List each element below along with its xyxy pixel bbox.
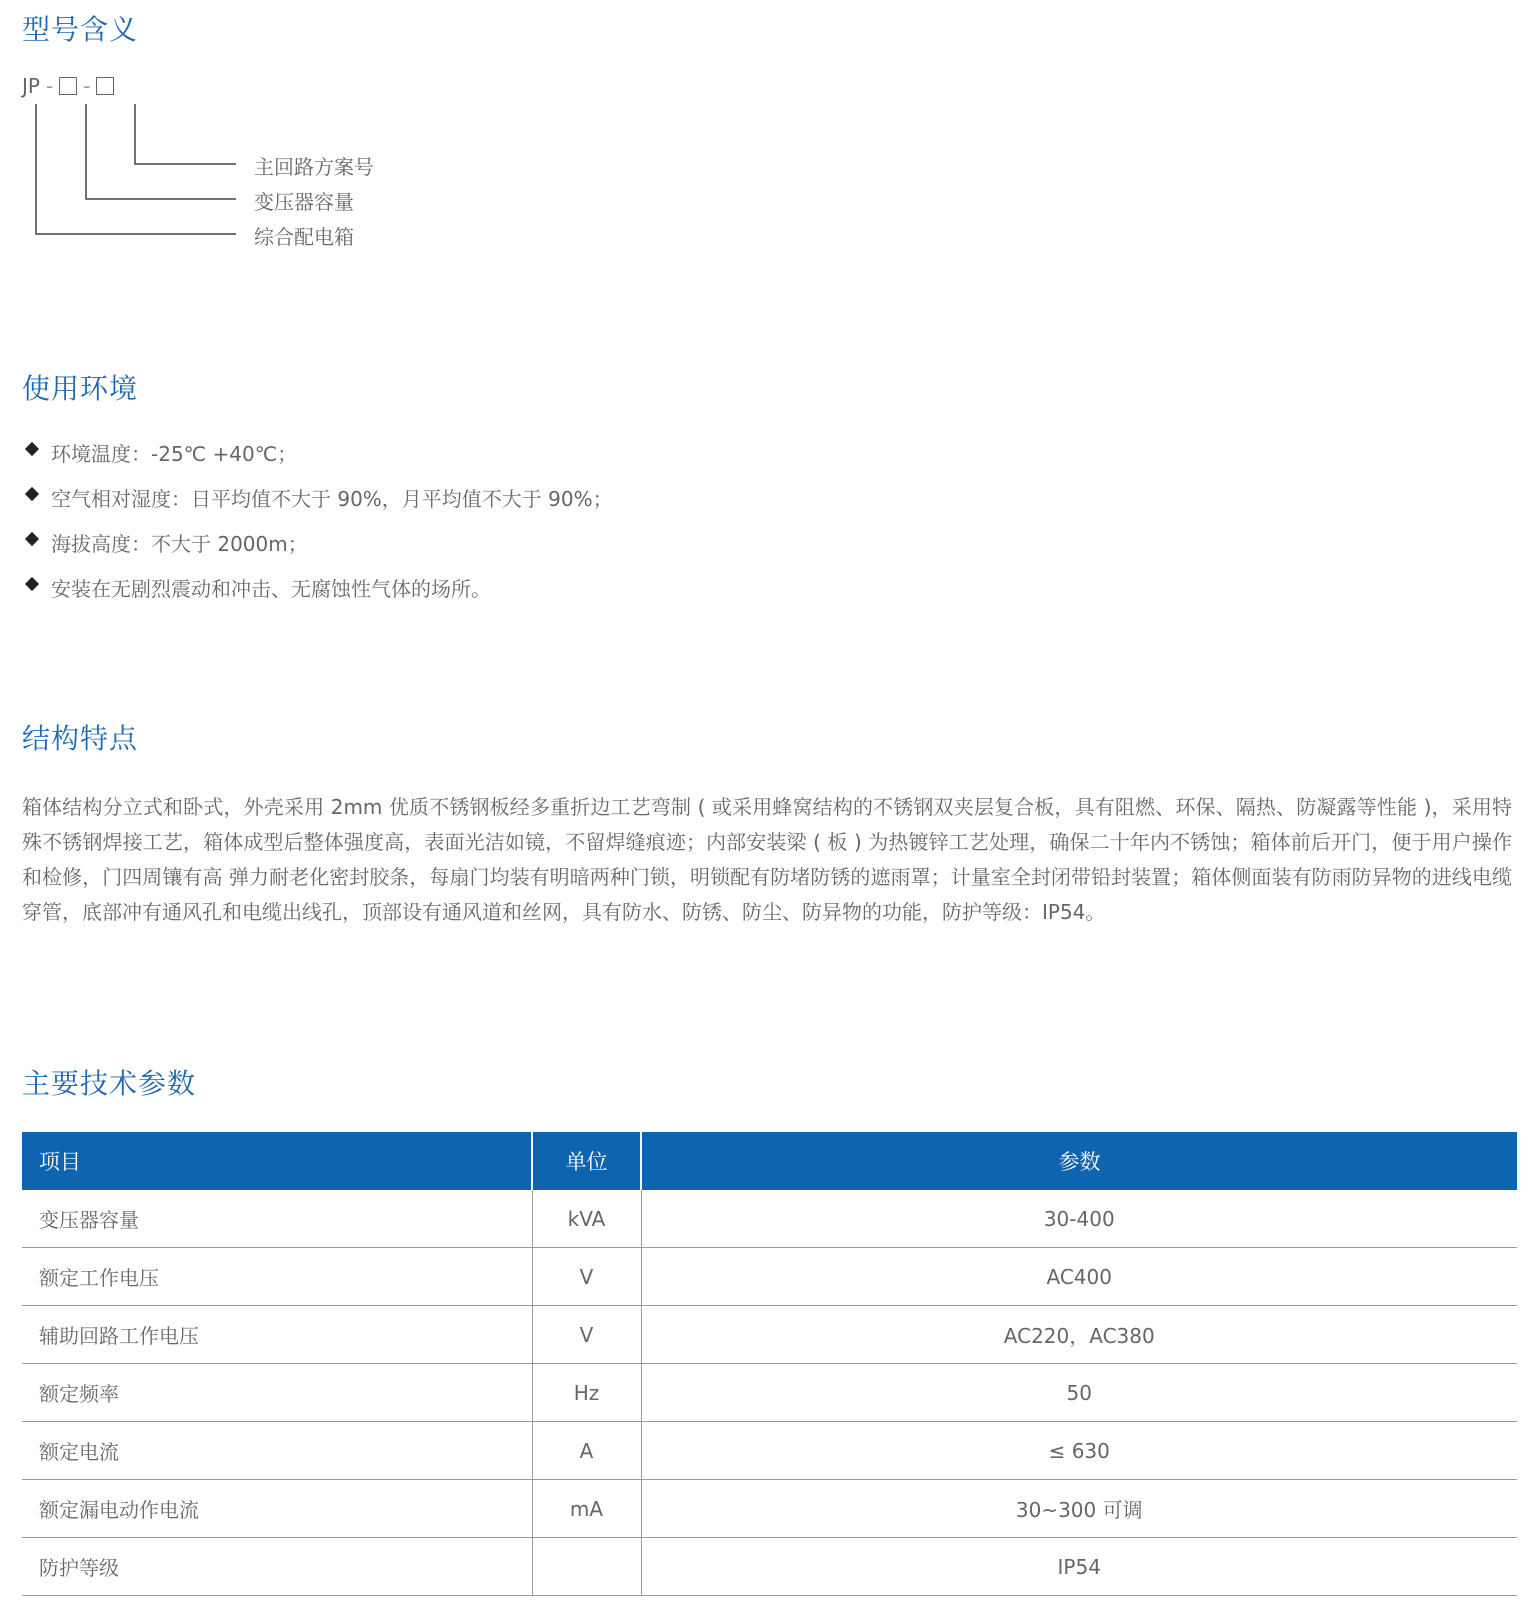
cell-unit bbox=[532, 1538, 641, 1596]
table-header-row bbox=[22, 1132, 1517, 1190]
section-title-model-meaning: 型号含义 bbox=[22, 13, 139, 46]
cell-param: AC400 bbox=[641, 1248, 1517, 1306]
cell-item: 防护等级 bbox=[22, 1538, 532, 1596]
bullet-diamond-icon bbox=[25, 577, 39, 591]
column-header-unit: 单位 bbox=[532, 1132, 641, 1190]
model-code-separator: - bbox=[45, 74, 54, 98]
list-item-text: 安装在无剧烈震动和冲击、无腐蚀性气体的场所。 bbox=[51, 577, 491, 601]
table-row bbox=[22, 1190, 1517, 1248]
bullet-diamond-icon bbox=[25, 532, 39, 546]
column-header-param: 参数 bbox=[641, 1132, 1517, 1190]
leader-line-box bbox=[36, 104, 236, 234]
table-row bbox=[22, 1480, 1517, 1538]
leader-line-capacity bbox=[86, 104, 236, 199]
model-code-separator: - bbox=[83, 74, 91, 98]
cell-unit: Hz bbox=[532, 1364, 641, 1422]
cell-item: 额定电流 bbox=[22, 1422, 532, 1480]
list-item-text: 环境温度：-25℃ +40℃； bbox=[51, 442, 298, 466]
list-item bbox=[22, 573, 613, 618]
table-row bbox=[22, 1364, 1517, 1422]
list-item bbox=[22, 438, 613, 483]
diagram-label-capacity: 变压器容量 bbox=[254, 190, 354, 214]
table-row bbox=[22, 1422, 1517, 1480]
tech-params-table bbox=[22, 1132, 1517, 1596]
column-header-item: 项目 bbox=[22, 1132, 532, 1190]
model-code-prefix: JP bbox=[22, 74, 40, 98]
environment-list bbox=[22, 438, 613, 618]
cell-unit: A bbox=[532, 1422, 641, 1480]
cell-item: 额定频率 bbox=[22, 1364, 532, 1422]
cell-item: 额定工作电压 bbox=[22, 1248, 532, 1306]
cell-unit: mA bbox=[532, 1480, 641, 1538]
cell-item: 额定漏电动作电流 bbox=[22, 1480, 532, 1538]
table-row bbox=[22, 1306, 1517, 1364]
leader-line-scheme bbox=[135, 104, 236, 164]
cell-param: ≤ 630 bbox=[641, 1422, 1517, 1480]
structure-paragraph: 箱体结构分立式和卧式，外壳采用 2mm 优质不锈钢板经多重折边工艺弯制 ( 或采用蜂窝结构的不锈钢双夹层复合板，具有阻燃、环保、隔热、防凝露等性能 )，采用特殊不锈钢焊接工艺，箱体成型后整体强度高，表面光洁如镜，不留焊缝痕迹；内部安装梁 ( 板 ) 为热镀锌工艺处理，确保二十年内不锈蚀；箱体前后开门，便于用户操作和检修，门四周镶有高 弹力耐老化密封胶条，每扇门均装有明暗两种门锁，明锁配有防堵防锈的遮雨罩；计量室全封闭带铅封装置；箱体侧面装有防雨防异物的进线电缆穿管，底部冲有通风孔和电缆出线孔，顶部设有通风道和丝网，具有防水、防锈、防尘、防异物的功能，防护等级：IP54。 bbox=[22, 795, 1512, 924]
diagram-label-box: 综合配电箱 bbox=[254, 225, 354, 249]
cell-param: 50 bbox=[641, 1364, 1517, 1422]
cell-item: 变压器容量 bbox=[22, 1190, 532, 1248]
cell-unit: V bbox=[532, 1248, 641, 1306]
section-title-structure: 结构特点 bbox=[22, 722, 139, 755]
cell-param: IP54 bbox=[641, 1538, 1517, 1596]
diagram-label-scheme: 主回路方案号 bbox=[254, 155, 374, 179]
table-row bbox=[22, 1248, 1517, 1306]
list-item-text: 海拔高度：不大于 2000m； bbox=[51, 532, 308, 556]
list-item bbox=[22, 528, 613, 573]
cell-param: 30-400 bbox=[641, 1190, 1517, 1248]
list-item bbox=[22, 483, 613, 528]
table-row bbox=[22, 1538, 1517, 1596]
cell-param: AC220，AC380 bbox=[641, 1306, 1517, 1364]
cell-item: 辅助回路工作电压 bbox=[22, 1306, 532, 1364]
cell-unit: kVA bbox=[532, 1190, 641, 1248]
section-title-tech-params: 主要技术参数 bbox=[22, 1067, 197, 1100]
bullet-diamond-icon bbox=[25, 487, 39, 501]
section-title-environment: 使用环境 bbox=[22, 372, 139, 405]
bullet-diamond-icon bbox=[25, 442, 39, 456]
list-item-text: 空气相对湿度：日平均值不大于 90%，月平均值不大于 90%； bbox=[51, 487, 613, 511]
cell-unit: V bbox=[532, 1306, 641, 1364]
cell-param: 30~300 可调 bbox=[641, 1480, 1517, 1538]
